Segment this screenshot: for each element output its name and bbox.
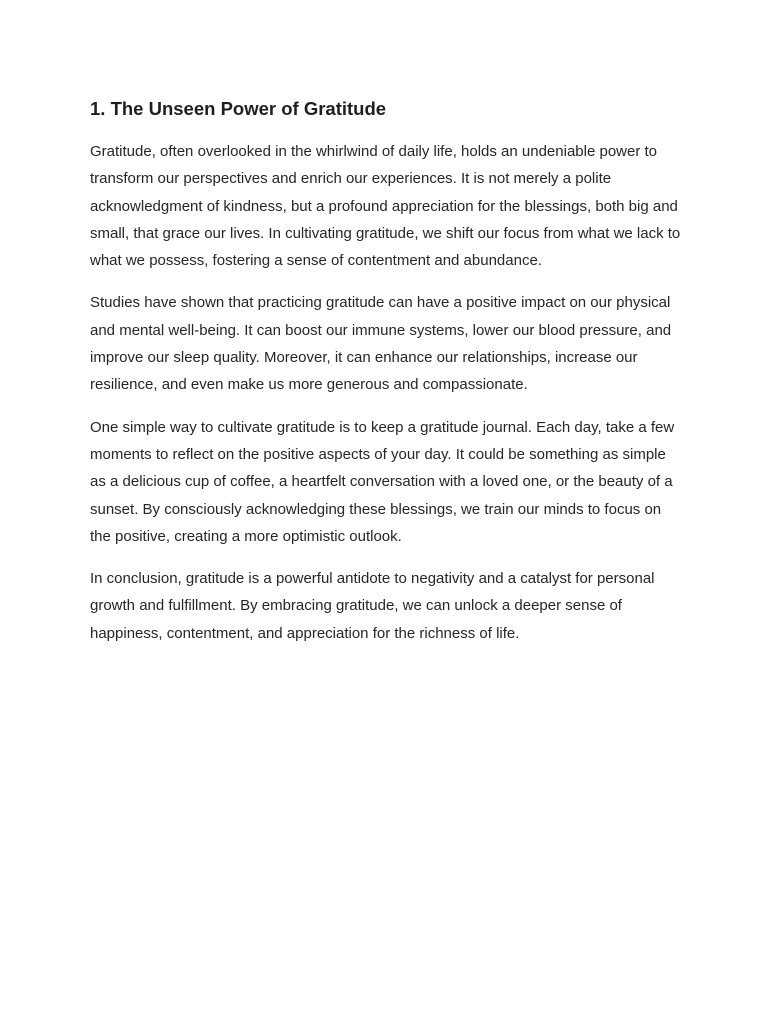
document-title: 1. The Unseen Power of Gratitude <box>90 98 387 119</box>
paragraph-intro: Gratitude, often overlooked in the whirlwind of daily life, holds an undeniable power to transform our perspectives and enrich our experiences. It is not merely a polite acknowledgment of kindness, but a profound appreciation for the blessings, both big and small, that grace our lives. In cultivating gratitude, we shift our focus from what we lack to what we possess, fostering a sense of contentment and abundance. <box>90 143 681 270</box>
paragraph-conclusion: In conclusion, gratitude is a powerful antidote to negativity and a catalyst for personal growth and fulfillment. By embracing gratitude, we can unlock a deeper sense of happiness, contentment, and appreciation for the richness of life. <box>90 570 655 642</box>
document-body <box>90 96 682 662</box>
paragraph-benefits: Studies have shown that practicing gratitude can have a positive impact on our physical and mental well-being. It can boost our immune systems, lower our blood pressure, and improve our sleep quality. Moreover, it can enhance our relationships, increase our resilience, and even make us more generous and compassionate. <box>90 294 672 394</box>
paragraph-journal: One simple way to cultivate gratitude is to keep a gratitude journal. Each day, take a few moments to reflect on the positive aspects of your day. It could be something as simple as a delicious cup of coffee, a heartfelt conversation with a loved one, or the beauty of a sunset. By consciously acknowledging these blessings, we train our minds to focus on the positive, creating a more optimistic outlook. <box>90 418 675 545</box>
